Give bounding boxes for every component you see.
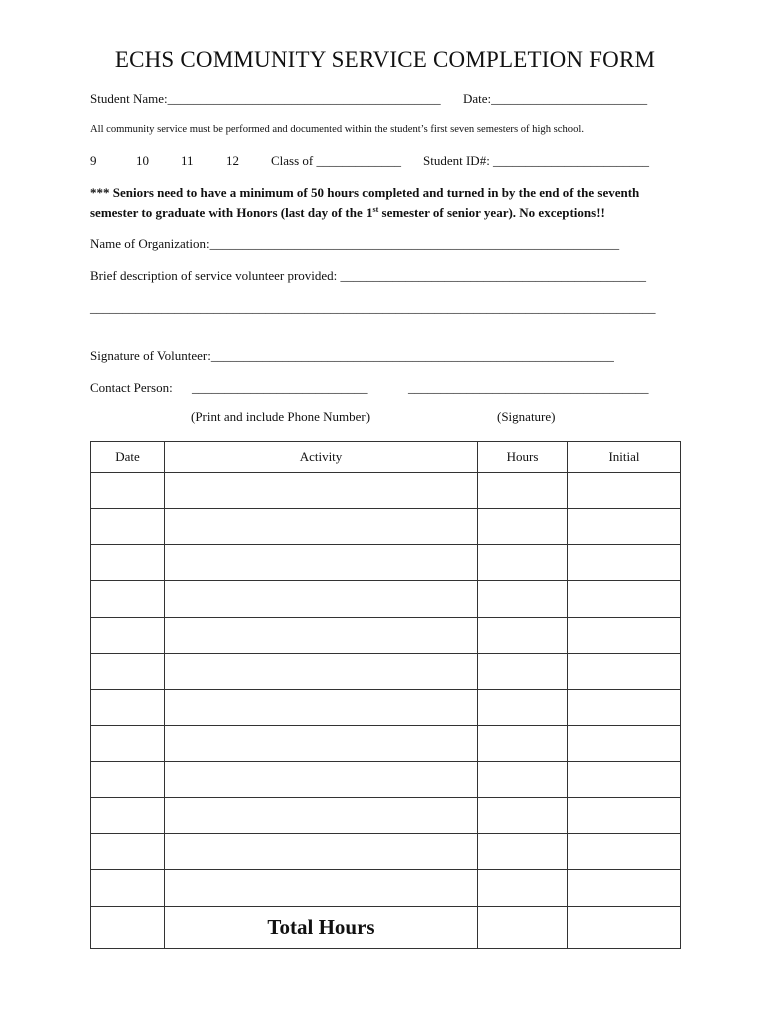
table-row [91, 617, 681, 653]
activity-cell[interactable] [165, 509, 478, 545]
column-header-initial: Initial [568, 442, 681, 473]
signature-caption: (Signature) [497, 409, 556, 424]
date-cell[interactable] [91, 581, 165, 617]
class-of-field[interactable]: Class of _____________ [271, 153, 401, 168]
seniors-note-line-1: *** Seniors need to have a minimum of 50 hours completed and turned in by the end of the seventh [90, 185, 640, 200]
initial-cell[interactable] [568, 473, 681, 509]
contact-signature-field[interactable]: _____________________________________ [408, 380, 649, 395]
date-cell[interactable] [91, 762, 165, 798]
activity-cell[interactable] [165, 725, 478, 761]
total-hours-label: Total Hours [165, 906, 478, 949]
initial-cell[interactable] [568, 617, 681, 653]
hours-cell[interactable] [478, 581, 568, 617]
grade-option-10[interactable]: 10 [136, 153, 149, 168]
table-row [91, 834, 681, 870]
hours-cell[interactable] [478, 762, 568, 798]
service-log-table [90, 441, 681, 949]
hours-cell[interactable] [478, 545, 568, 581]
contact-name-phone-field[interactable]: ___________________________ [192, 380, 368, 395]
description-field[interactable]: Brief description of service volunteer provided: _______________________________________________ [90, 268, 647, 283]
table-row [91, 798, 681, 834]
date-cell[interactable] [91, 509, 165, 545]
date-cell[interactable] [91, 653, 165, 689]
grade-option-12[interactable]: 12 [226, 153, 239, 168]
grade-option-11[interactable]: 11 [181, 153, 194, 168]
total-initial-cell[interactable] [568, 906, 681, 949]
activity-cell[interactable] [165, 653, 478, 689]
activity-cell[interactable] [165, 762, 478, 798]
table-row [91, 870, 681, 906]
date-cell[interactable] [91, 834, 165, 870]
column-header-date: Date [91, 442, 165, 473]
table-row [91, 581, 681, 617]
total-date-cell [91, 906, 165, 949]
initial-cell[interactable] [568, 545, 681, 581]
volunteer-signature-field[interactable]: Signature of Volunteer:______________________________________________________________ [90, 348, 614, 363]
description-continuation-line[interactable]: _______________________________________________________________________________________ [90, 300, 656, 315]
table-body [91, 473, 681, 949]
seniors-note-text-end: semester of senior year). No exceptions!! [378, 205, 605, 220]
table-header-row [91, 442, 681, 473]
date-cell[interactable] [91, 473, 165, 509]
form-title: ECHS COMMUNITY SERVICE COMPLETION FORM [114, 47, 656, 72]
hours-cell[interactable] [478, 689, 568, 725]
hours-cell[interactable] [478, 834, 568, 870]
seniors-note-superscript: st [372, 205, 379, 214]
initial-cell[interactable] [568, 653, 681, 689]
total-hours-cell[interactable] [478, 906, 568, 949]
initial-cell[interactable] [568, 870, 681, 906]
contact-person-label: Contact Person: [90, 380, 173, 395]
grade-option-9[interactable]: 9 [90, 153, 97, 168]
column-header-hours: Hours [478, 442, 568, 473]
hours-cell[interactable] [478, 653, 568, 689]
initial-cell[interactable] [568, 581, 681, 617]
activity-cell[interactable] [165, 473, 478, 509]
table-row [91, 545, 681, 581]
requirement-note: All community service must be performed and documented within the student’s first seven semesters of high school. [90, 124, 584, 135]
initial-cell[interactable] [568, 725, 681, 761]
table-row [91, 689, 681, 725]
seniors-note-text: semester to graduate with Honors (last day of the 1 [90, 205, 373, 220]
initial-cell[interactable] [568, 798, 681, 834]
seniors-note-line-2 [90, 205, 605, 221]
activity-cell[interactable] [165, 798, 478, 834]
column-header-activity: Activity [165, 442, 478, 473]
date-field[interactable]: Date:________________________ [463, 91, 648, 106]
print-phone-caption: (Print and include Phone Number) [191, 409, 371, 424]
date-cell[interactable] [91, 725, 165, 761]
initial-cell[interactable] [568, 509, 681, 545]
table-row [91, 509, 681, 545]
table-row [91, 653, 681, 689]
hours-cell[interactable] [478, 798, 568, 834]
activity-cell[interactable] [165, 834, 478, 870]
date-cell[interactable] [91, 798, 165, 834]
initial-cell[interactable] [568, 834, 681, 870]
date-cell[interactable] [91, 617, 165, 653]
organization-field[interactable]: Name of Organization:_______________________________________________________________ [90, 236, 620, 251]
date-cell[interactable] [91, 545, 165, 581]
hours-cell[interactable] [478, 617, 568, 653]
total-row [91, 906, 681, 949]
activity-cell[interactable] [165, 617, 478, 653]
hours-cell[interactable] [478, 725, 568, 761]
student-id-field[interactable]: Student ID#: ________________________ [423, 153, 650, 168]
activity-cell[interactable] [165, 870, 478, 906]
table-row [91, 725, 681, 761]
activity-cell[interactable] [165, 581, 478, 617]
activity-cell[interactable] [165, 689, 478, 725]
date-cell[interactable] [91, 870, 165, 906]
hours-cell[interactable] [478, 509, 568, 545]
table-row [91, 473, 681, 509]
hours-cell[interactable] [478, 870, 568, 906]
student-name-field[interactable]: Student Name:__________________________________________ [90, 91, 441, 106]
activity-cell[interactable] [165, 545, 478, 581]
table-row [91, 762, 681, 798]
initial-cell[interactable] [568, 689, 681, 725]
date-cell[interactable] [91, 689, 165, 725]
initial-cell[interactable] [568, 762, 681, 798]
hours-cell[interactable] [478, 473, 568, 509]
